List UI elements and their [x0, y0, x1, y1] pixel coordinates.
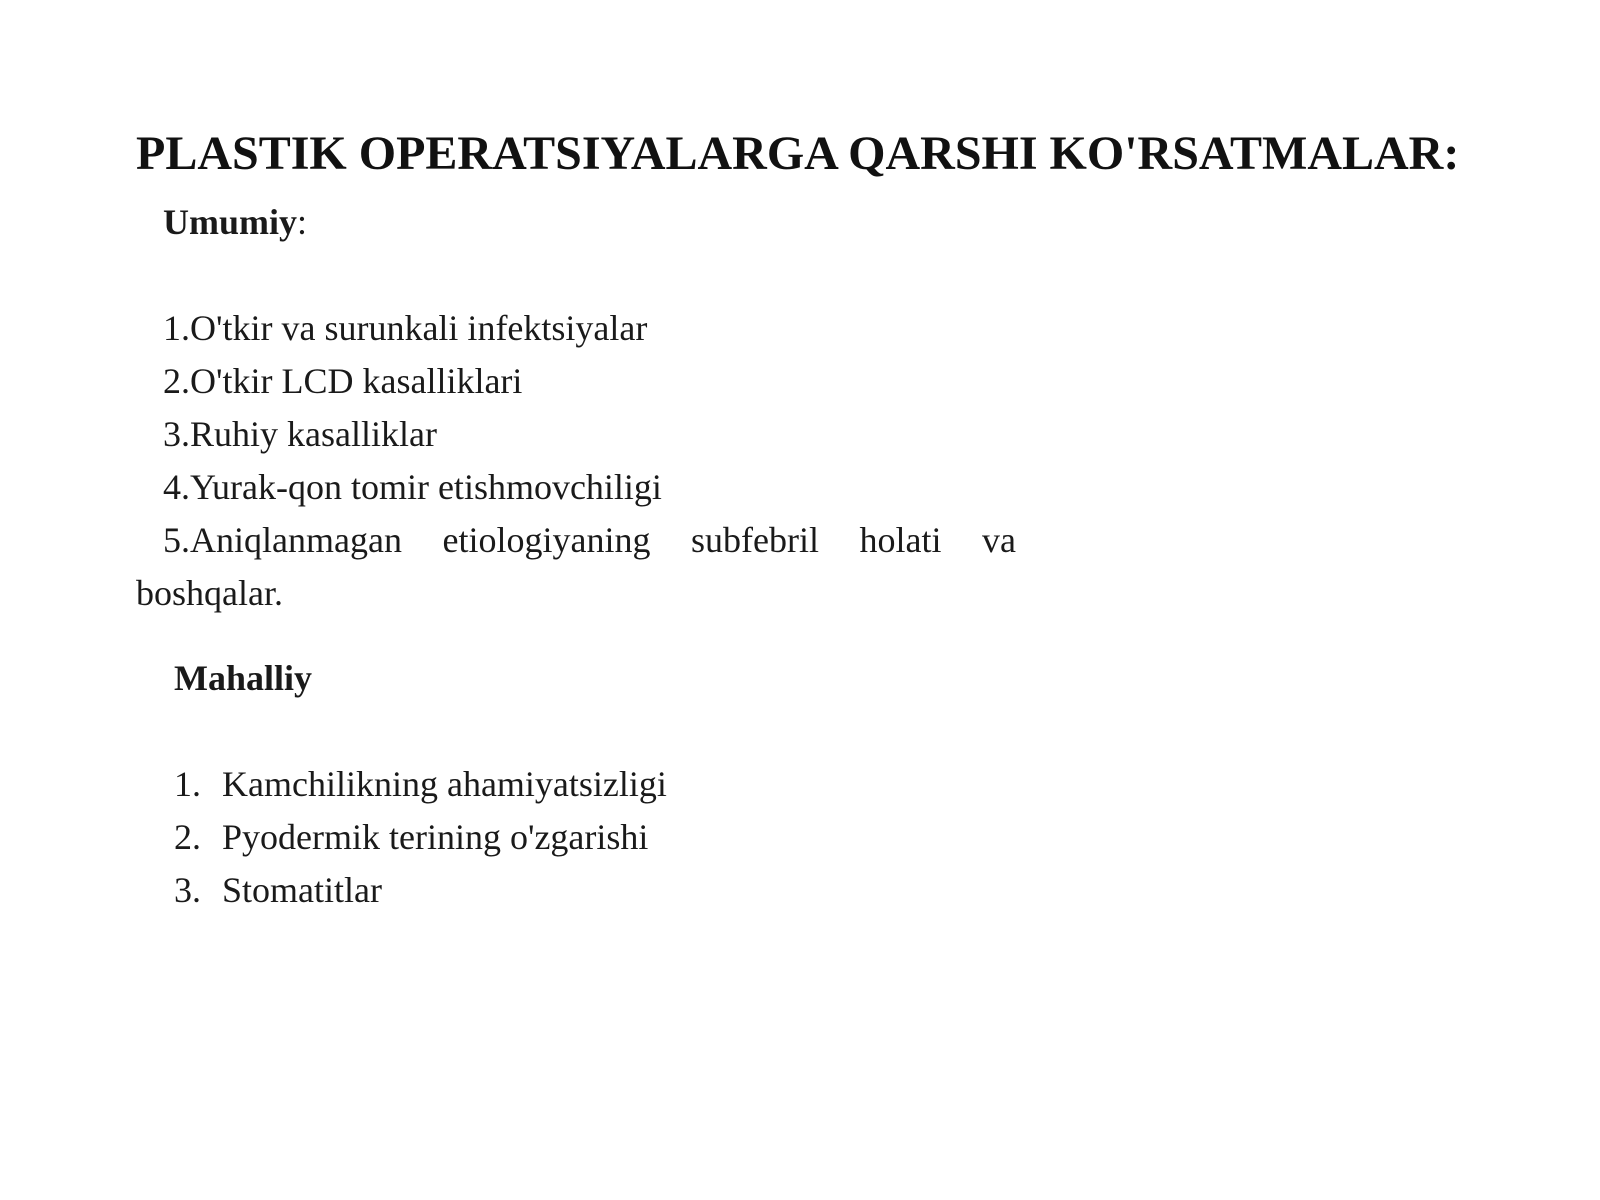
general-heading-colon: :	[297, 202, 308, 242]
slide-title: PLASTIK OPERATSIYALARGA QARSHI KO'RSATMALAR:	[136, 127, 1460, 180]
list-item-number: 3.	[174, 870, 201, 910]
list-item	[136, 864, 1016, 917]
spacer	[136, 705, 1016, 758]
list-item: 2.O'tkir LCD kasalliklari	[163, 361, 523, 401]
local-contraindications-list	[136, 758, 1016, 917]
general-heading-label: Umumiy	[163, 202, 297, 242]
slide-content	[136, 196, 1016, 917]
list-item	[136, 811, 1016, 864]
list-item-text: Pyodermik terining o'zgarishi	[222, 817, 649, 857]
list-item: 4.Yurak-qon tomir etishmovchiligi	[163, 467, 662, 507]
local-section-heading	[136, 652, 1016, 705]
general-section-heading	[136, 196, 1016, 249]
list-item: 3.Ruhiy kasalliklar	[163, 414, 437, 454]
list-item-number: 1.	[174, 764, 201, 804]
list-item: 1.O'tkir va surunkali infektsiyalar	[163, 308, 648, 348]
local-heading-label: Mahalliy	[174, 658, 313, 698]
list-item-number: 2.	[174, 817, 201, 857]
spacer	[136, 249, 1016, 302]
general-contraindications-list	[136, 302, 1016, 620]
list-item	[136, 758, 1016, 811]
list-item-text: Stomatitlar	[222, 870, 382, 910]
list-item-text: Kamchilikning ahamiyatsizligi	[222, 764, 667, 804]
list-item: 5.Aniqlanmagan etiologiyaning subfebril holati va boshqalar.	[136, 520, 1016, 613]
